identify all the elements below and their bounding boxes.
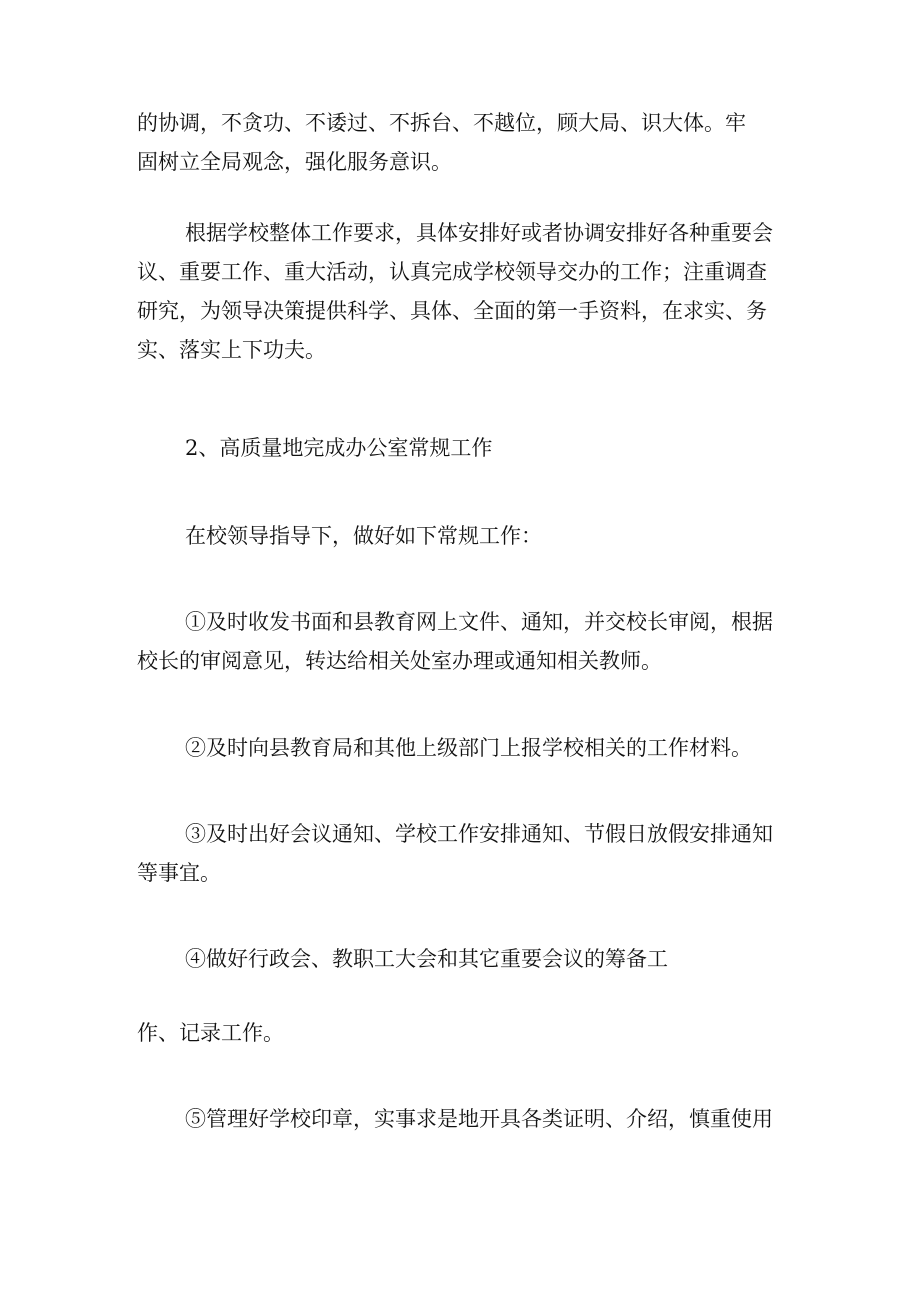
text-line: 实、落实上下功夫。 — [137, 338, 326, 362]
list-item-1 — [137, 603, 797, 681]
text-line: 2、高质量地完成办公室常规工作 — [185, 436, 493, 460]
text-line: 固树立全局观念，强化服务意识。 — [137, 150, 452, 174]
list-item-4-continued — [137, 1014, 797, 1053]
text-line: 作、记录工作。 — [137, 1021, 284, 1045]
text-line: ④做好行政会、教职工大会和其它重要会议的筹备工 — [185, 947, 668, 971]
text-line: 校长的审阅意见，转达给相关处室办理或通知相关教师。 — [137, 649, 662, 673]
list-item-2 — [137, 729, 797, 768]
paragraph-coordination — [137, 104, 797, 182]
text-line: 在校领导指导下，做好如下常规工作： — [185, 524, 542, 548]
text-line: 等事宜。 — [137, 861, 221, 885]
text-line: 研究，为领导决策提供科学、具体、全面的第一手资料，在求实、务 — [137, 299, 767, 323]
section-heading-2 — [137, 429, 797, 468]
text-line: 的协调，不贪功、不诿过、不拆台、不越位，顾大局、识大体。牢 — [137, 111, 746, 135]
text-line: ③及时出好会议通知、学校工作安排通知、节假日放假安排通知 — [185, 822, 773, 846]
paragraph-arrangements — [137, 214, 797, 370]
list-item-3 — [137, 815, 797, 893]
text-line: ⑤管理好学校印章，实事求是地开具各类证明、介绍，慎重使用 — [185, 1107, 773, 1131]
text-line: 议、重要工作、重大活动，认真完成学校领导交办的工作；注重调查 — [137, 260, 767, 284]
text-line: ①及时收发书面和县教育网上文件、通知，并交校长审阅，根据 — [185, 610, 773, 634]
paragraph-intro-routine — [137, 517, 797, 556]
text-line: ②及时向县教育局和其他上级部门上报学校相关的工作材料。 — [185, 736, 752, 760]
text-line: 根据学校整体工作要求，具体安排好或者协调安排好各种重要会 — [185, 221, 773, 245]
list-item-5 — [137, 1100, 797, 1139]
list-item-4 — [137, 940, 797, 979]
